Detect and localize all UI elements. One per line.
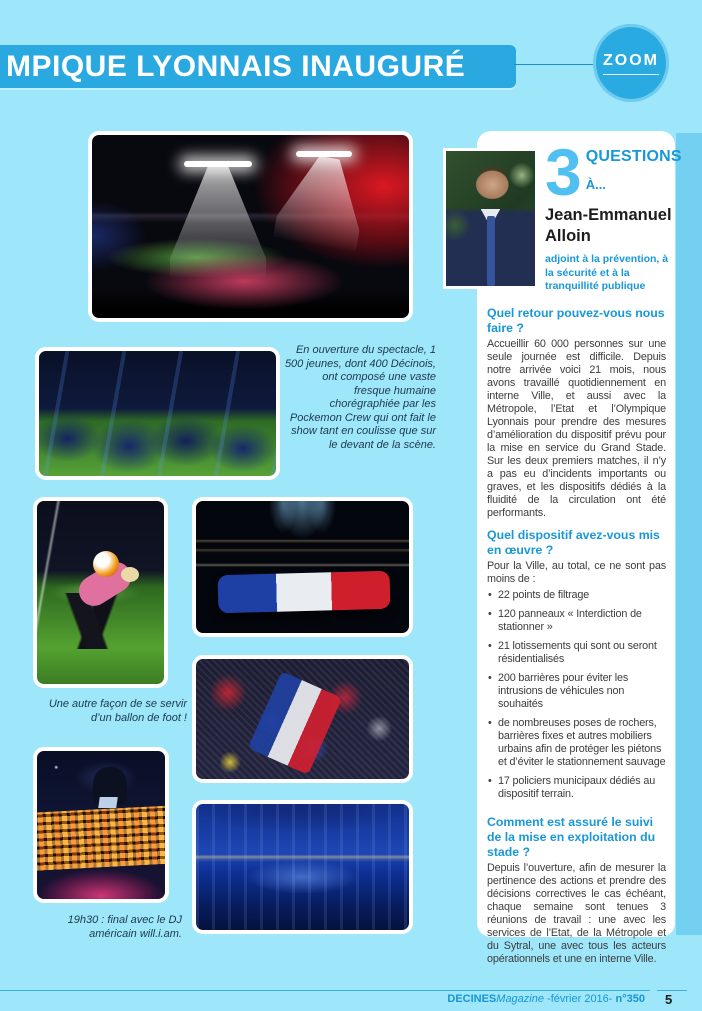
led-pixel-wall (33, 805, 169, 871)
zoom-section-badge (593, 24, 669, 102)
interview-card (477, 131, 682, 965)
footer-magazine-name: DECINES (447, 993, 497, 1005)
list-item: • de nombreuses poses de rochers, barrières fixes et autres mobiliers urbains afin de protéger les piétons et d’éviter le stationnement sauvage (487, 717, 666, 769)
list-item: • 22 points de filtrage (487, 589, 666, 602)
photo-crowd-flags (192, 655, 413, 783)
list-item: • 200 barrières pour éviter les intrusions de véhicules non souhaités (487, 672, 666, 711)
answer-intro: Pour la Ville, au total, ce ne sont pas moins de : (487, 559, 666, 585)
question-count: 3 (545, 135, 580, 209)
footer-rule (0, 990, 650, 991)
question-text: Quel retour pouvez-vous nous faire ? (487, 305, 665, 335)
photo-football-freestyler (33, 497, 168, 688)
page-number-rule (657, 990, 687, 991)
qa-section (487, 306, 666, 520)
footer-magazine-info (447, 993, 645, 1005)
questions-label: QUESTIONS (585, 148, 682, 165)
question-text: Comment est assuré le suivi de la mise en exploitation du stade ? (487, 814, 656, 859)
page-number: 5 (665, 992, 673, 1007)
answer-text: Depuis l’ouverture, afin de mesurer la pertinence des actions et prendre des décisions correctives le cas échéant, chaque semaine sont tenues 3 réunions de travail : une avec les services de l’Etat, de la Métropole et du Sytral, une avec tous les acteurs opérationnels et une en interne Ville. (487, 861, 666, 965)
light-beam (170, 165, 266, 277)
portrait-tie (487, 216, 495, 286)
question-text: Quel dispositif avez-vous mis en œuvre ? (487, 527, 660, 557)
banner-connector-line (514, 64, 596, 65)
a-label: À... (585, 177, 606, 192)
laptop-screen (98, 797, 118, 808)
title-banner (0, 45, 516, 88)
light-beam (273, 150, 371, 251)
french-flag (218, 571, 391, 613)
answer-text: Accueillir 60 000 personnes sur une seule journée est difficile. Depuis notre arrivée voici 21 mois, nous avons travaillé quotidiennement en interne Ville, et aussi avec la Métropole, l’Etat et l’Olympique Lyonnais pour prendre des mesures d’amélioration du dispositif prévu pour la mise en service du Grand Stade. Sur les deux premiers matches, il n’y a pas eu d’incidents importants ou graves, et les dispositifs dédiés à la fluidité de la circulation ont été performants. (487, 337, 666, 519)
qa-section (487, 815, 666, 966)
caption-dj-final: 19h30 : final avec le DJ américain will.i.am. (67, 914, 182, 940)
french-flag (248, 671, 342, 775)
photo-stadium-opening-show (88, 131, 413, 322)
spotlight-rig (184, 161, 252, 167)
measures-list (487, 589, 666, 801)
list-item: • 21 lotissements qui sont ou seront résidentialisés (487, 640, 666, 666)
photo-french-flag-field (192, 497, 413, 637)
footer-issue-date: -février 2016- (543, 993, 616, 1005)
questions-header (545, 135, 682, 209)
portrait-photo (443, 148, 538, 289)
interviewee-role: adjoint à la prévention, à la sécurité et à la tranquillité publique (545, 253, 669, 292)
photo-blue-stadium (192, 800, 413, 934)
photo-dj-william (33, 747, 169, 903)
footer-magazine-word: Magazine (496, 993, 544, 1005)
caption-opening-show: En ouverture du spectacle, 1 500 jeunes, dont 400 Décinois, ont composé une vaste fresque humaine chorégraphiée par les Pockemon Crew qui ont fait le show tant en coulisse que sur le devant de la scène. (284, 344, 436, 451)
freestyler-head (121, 567, 139, 582)
right-accent-strip (676, 133, 702, 935)
football-ball (93, 551, 119, 577)
caption-freestyle: Une autre façon de se servir d’un ballon de foot ! (48, 698, 187, 724)
qa-section (487, 528, 666, 801)
footer-issue-number: n°350 (615, 993, 645, 1005)
photo-pockemon-crew-dancers (35, 347, 280, 480)
zoom-badge-label: ZOOM (603, 52, 659, 75)
list-item: • 120 panneaux « Interdiction de stationner » (487, 608, 666, 634)
interviewee-name: Jean-Emmanuel Alloin (545, 206, 672, 245)
page-title: MPIQUE LYONNAIS INAUGURÉ (6, 49, 466, 83)
spotlight-rig (296, 151, 352, 157)
list-item: • 17 policiers municipaux dédiés au dispositif terrain. (487, 775, 666, 801)
